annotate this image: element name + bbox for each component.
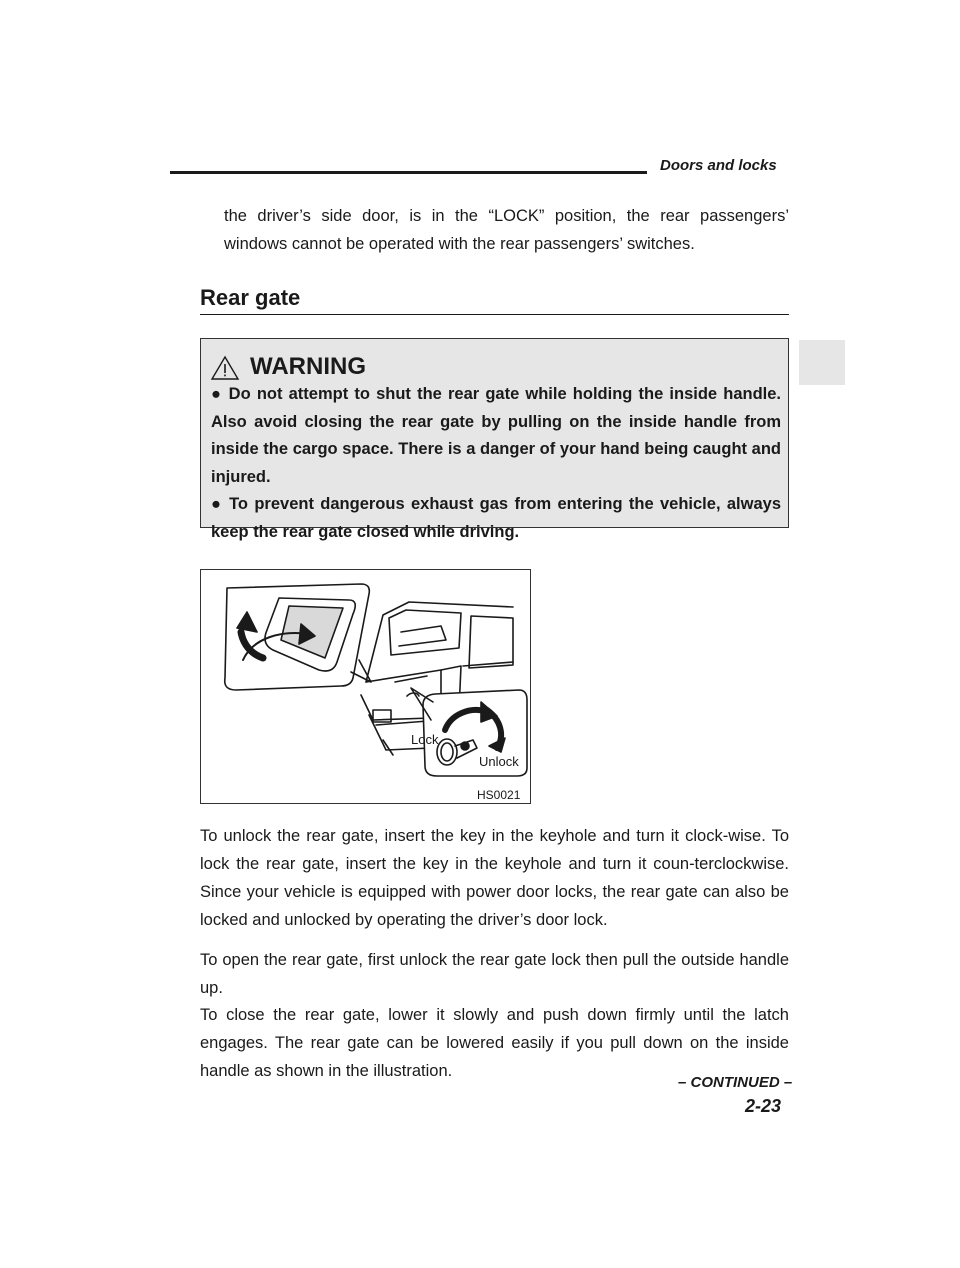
warning-title: WARNING (250, 353, 366, 380)
unlock-label: Unlock (479, 754, 519, 769)
figure-code: HS0021 (477, 788, 521, 802)
rear-gate-illustration (200, 569, 531, 804)
header-title: Doors and locks (660, 157, 777, 174)
warning-item: ● To prevent dangerous exhaust gas from entering the vehicle, always keep the rear gate closed while driving. (211, 495, 781, 541)
header-rule (170, 171, 647, 174)
warning-box (200, 338, 789, 541)
warning-text (211, 381, 781, 546)
body-paragraph: To close the rear gate, lower it slowly and push down firmly until the latch engages. The rear gate can be lowered easily if you pull down on the inside handle as shown in the illustration. (200, 1006, 789, 1080)
section-rule (200, 314, 789, 315)
intro-paragraph: the driver’s side door, is in the “LOCK” position, the rear passengers’ windows cannot be operated with the rear passengers’ switches. (224, 207, 789, 253)
warning-item: ● Do not attempt to shut the rear gate while holding the inside handle. Also avoid closing the rear gate by pulling on the inside handle from inside the cargo space. There is a danger of your hand being caught and injured. (211, 385, 781, 486)
lock-label: Lock (411, 732, 439, 747)
continued-label: – CONTINUED – (678, 1074, 793, 1091)
page-number: 2-23 (745, 1096, 782, 1116)
warning-triangle-icon (210, 355, 240, 381)
body-paragraph: To open the rear gate, first unlock the rear gate lock then pull the outside handle up. (200, 951, 789, 997)
section-title: Rear gate (200, 285, 301, 310)
chapter-tab-marker (799, 340, 845, 385)
body-paragraph: To unlock the rear gate, insert the key in the keyhole and turn it clock-wise. To lock the rear gate, insert the key in the keyhole and turn it coun-terclockwise. Since your vehicle is equipped with power door locks, the rear gate can also be locked and unlocked by operating the driver’s door lock. (200, 827, 789, 929)
